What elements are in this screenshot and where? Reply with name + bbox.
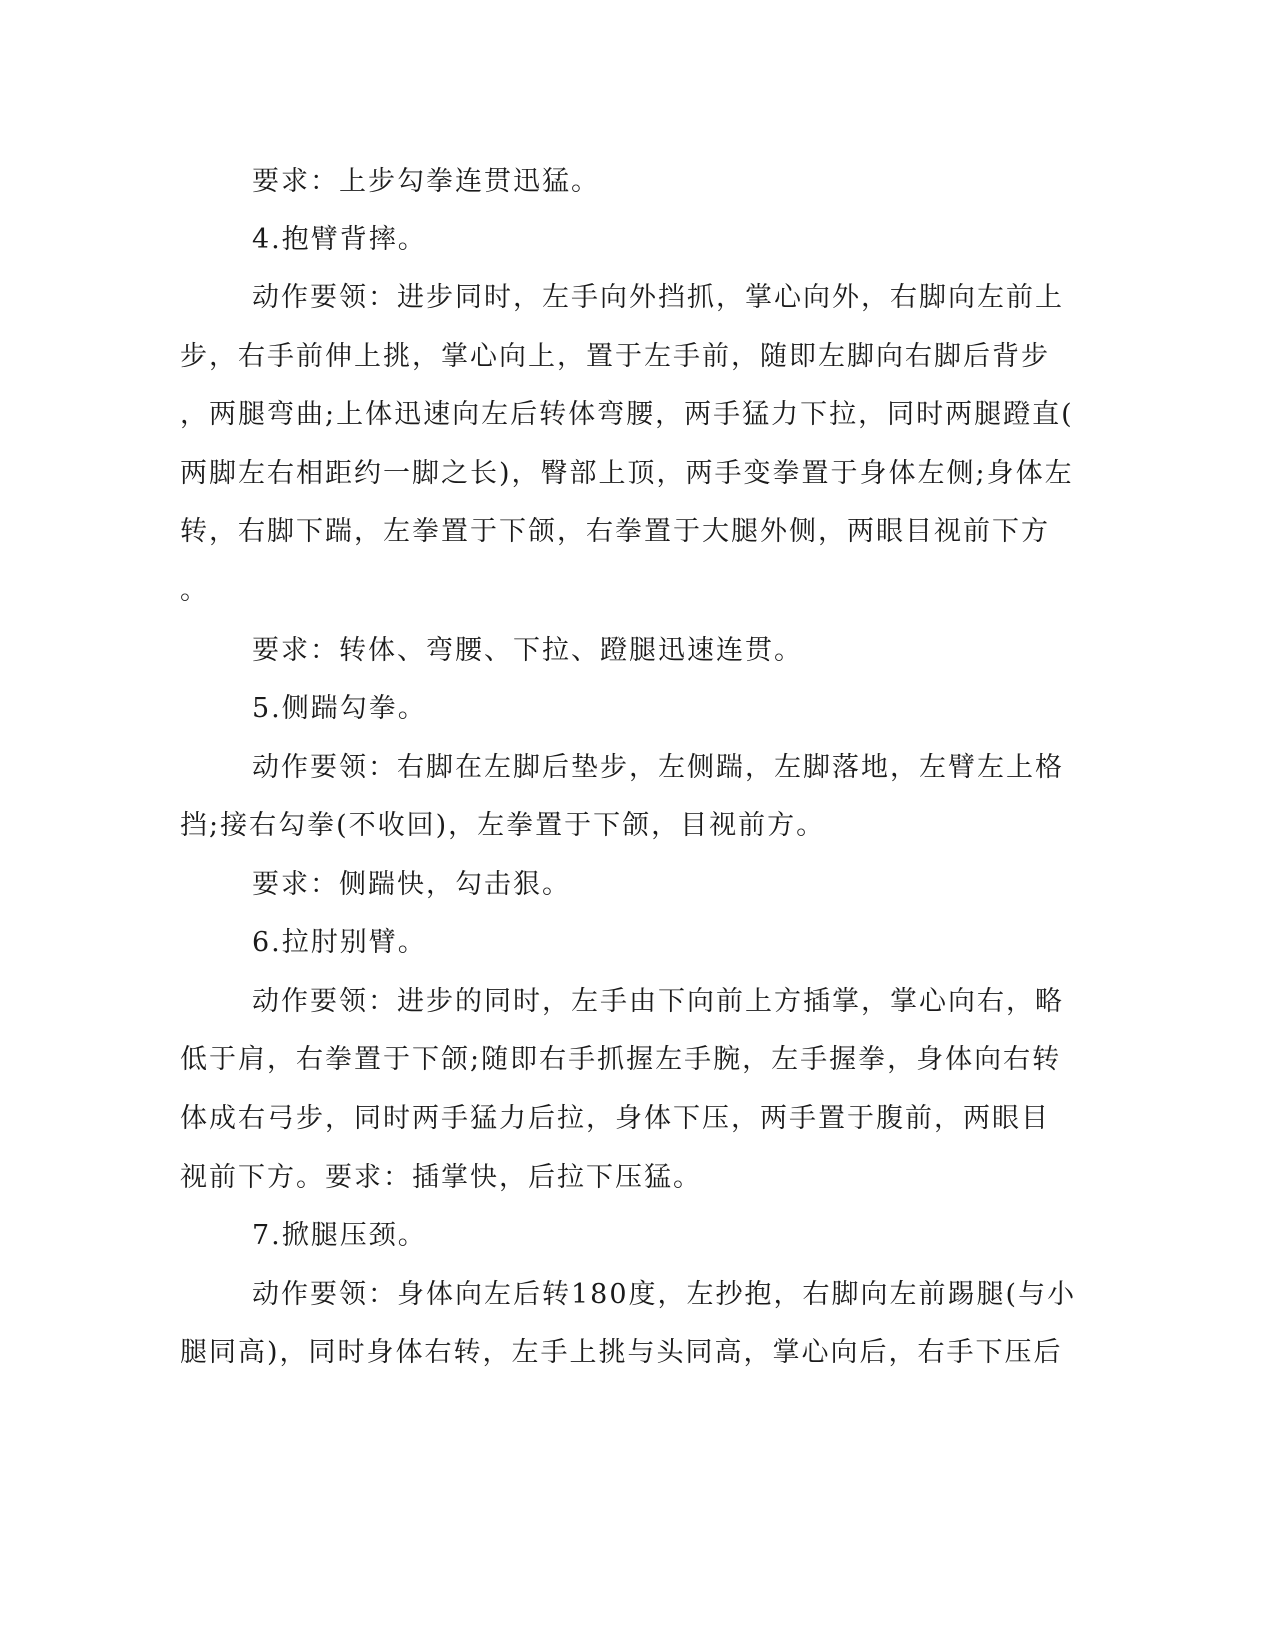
text-line: 视前下方。要求：插掌快，后拉下压猛。 <box>180 1162 702 1193</box>
text-line: 步，右手前伸上挑，掌心向上，置于左手前，随即左脚向右脚后背步 <box>180 341 1050 372</box>
section-heading: 4.抱臂背摔。 <box>252 224 427 255</box>
text-line: 动作要领：身体向左后转180度，左抄抱，右脚向左前踢腿(与小 <box>252 1279 1077 1310</box>
text-line: 动作要领：进步的同时，左手由下向前上方插掌，掌心向右，略 <box>252 986 1064 1017</box>
section-heading: 7.掀腿压颈。 <box>252 1220 427 1251</box>
text-line: 要求：上步勾拳连贯迅猛。 <box>252 166 600 197</box>
text-line: 要求：转体、弯腰、下拉、蹬腿迅速连贯。 <box>252 635 803 666</box>
text-line: 低于肩，右拳置于下颌;随即右手抓握左手腕，左手握拳，身体向右转 <box>180 1044 1062 1075</box>
text-line: 挡;接右勾拳(不收回)，左拳置于下颌，目视前方。 <box>180 810 826 841</box>
text-line: ，两腿弯曲;上体迅速向左后转体弯腰，两手猛力下拉，同时两腿蹬直( <box>180 399 1074 430</box>
text-line: 动作要领：进步同时，左手向外挡抓，掌心向外，右脚向左前上 <box>252 282 1064 313</box>
text-line: 体成右弓步，同时两手猛力后拉，身体下压，两手置于腹前，两眼目 <box>180 1103 1050 1134</box>
text-line: 两脚左右相距约一脚之长)，臀部上顶，两手变拳置于身体左侧;身体左 <box>180 458 1074 489</box>
text-line: 要求：侧踹快，勾击狠。 <box>252 869 571 900</box>
text-line: 转，右脚下踹，左拳置于下颌，右拳置于大腿外侧，两眼目视前下方 <box>180 516 1050 547</box>
text-line: 腿同高)，同时身体右转，左手上挑与头同高，掌心向后，右手下压后 <box>180 1337 1063 1368</box>
text-line: 。 <box>180 575 209 606</box>
text-line: 动作要领：右脚在左脚后垫步，左侧踹，左脚落地，左臂左上格 <box>252 752 1064 783</box>
section-heading: 6.拉肘别臂。 <box>252 927 427 958</box>
section-heading: 5.侧踹勾拳。 <box>252 693 427 724</box>
